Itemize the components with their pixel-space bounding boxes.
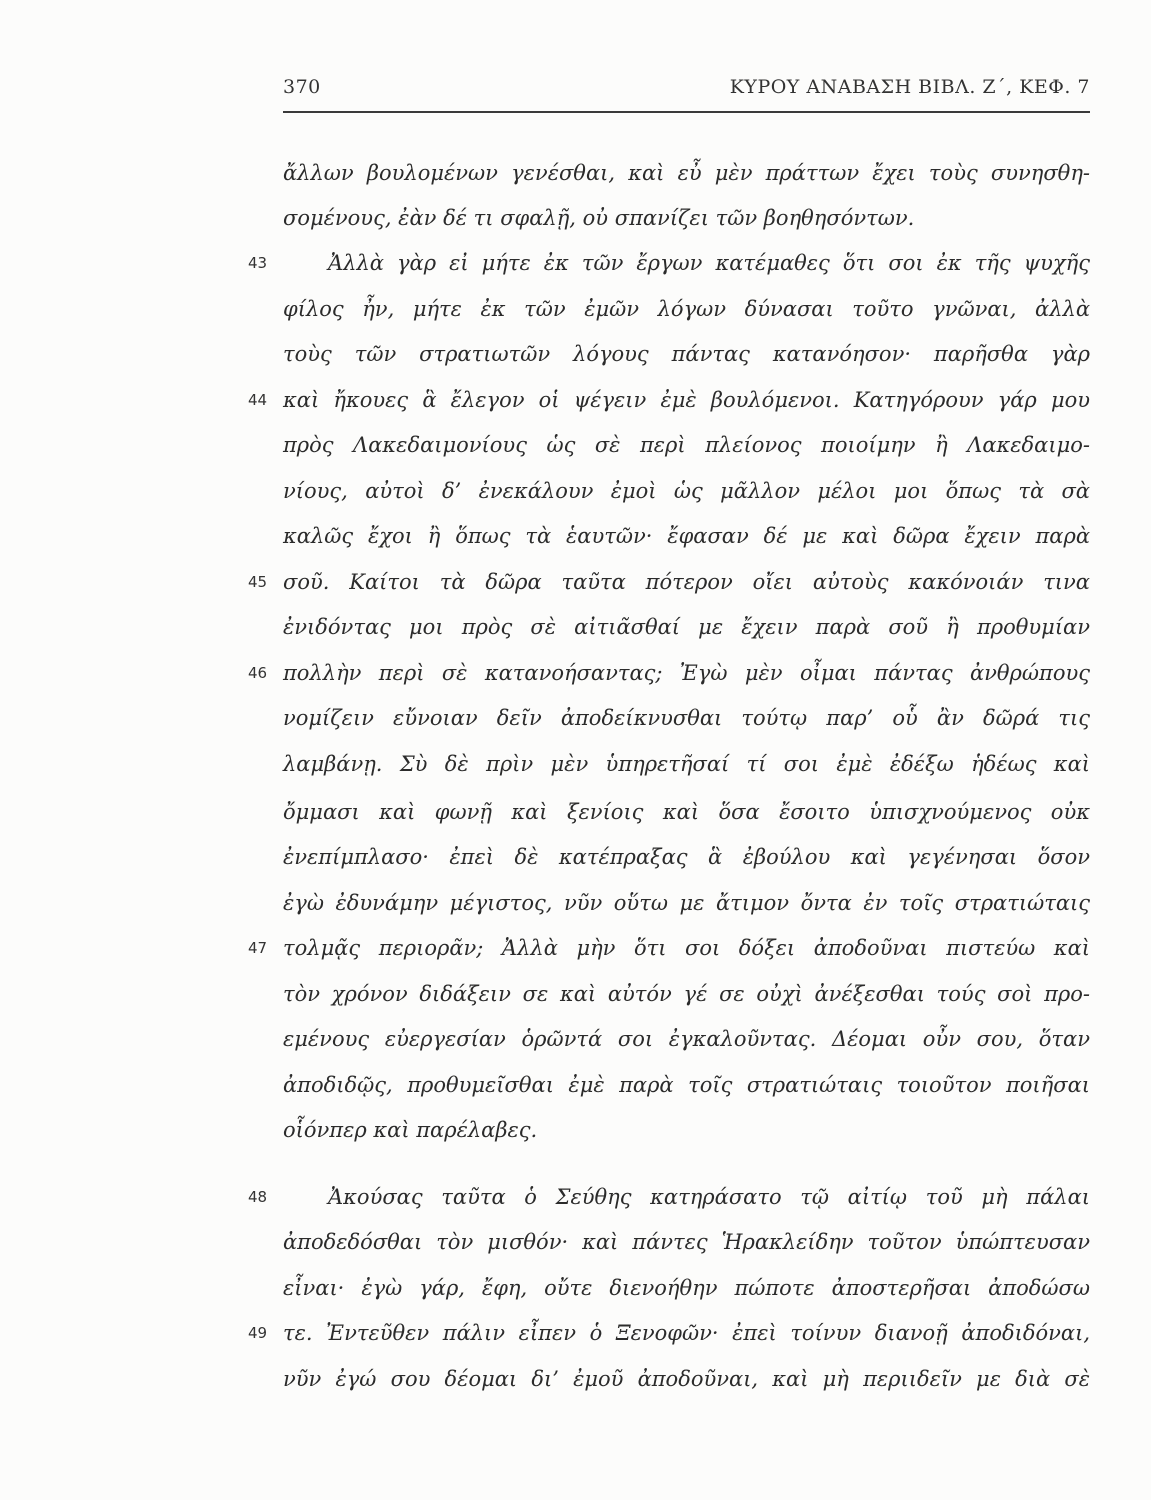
- section-number-47: 47: [248, 939, 268, 957]
- text-line: νῦν ἐγώ σου δέομαι δι’ ἐμοῦ ἀποδοῦναι, καὶ μὴ περιιδεῖν με διὰ σὲ: [283, 1367, 1090, 1391]
- text-line: τε. Ἐντεῦθεν πάλιν εἶπεν ὁ Ξενοφῶν· ἐπεὶ τοίνυν διανοῇ ἀποδιδόναι,: [283, 1321, 1090, 1345]
- text-line: τοὺς τῶν στρατιωτῶν λόγους πάντας κατανόησον· παρῆσθα γὰρ: [283, 342, 1090, 366]
- text-line: ὄμμασι καὶ φωνῇ καὶ ξενίοις καὶ ὅσα ἔσοιτο ὑπισχνούμενος οὐκ: [283, 800, 1090, 824]
- section-number-45: 45: [248, 573, 268, 591]
- text-line: πολλὴν περὶ σὲ κατανοήσαντας; Ἐγὼ μὲν οἶμαι πάντας ἀνθρώπους: [283, 661, 1090, 685]
- text-line: καὶ ἤκουες ἃ ἔλεγον οἱ ψέγειν ἐμὲ βουλόμενοι. Κατηγόρουν γάρ μου: [283, 388, 1090, 412]
- text-line: Ἀλλὰ γὰρ εἰ μήτε ἐκ τῶν ἔργων κατέμαθες ὅτι σοι ἐκ τῆς ψυχῆς: [328, 251, 1090, 275]
- text-line: οἷόνπερ καὶ παρέλαβες.: [283, 1118, 538, 1142]
- section-number-43: 43: [248, 254, 268, 272]
- text-line: φίλος ἦν, μήτε ἐκ τῶν ἐμῶν λόγων δύνασαι τοῦτο γνῶναι, ἀλλὰ: [283, 297, 1090, 321]
- running-title: ΚΥΡΟΥ ΑΝΑΒΑΣΗ ΒΙΒΛ. Ζ΄, ΚΕΦ. 7: [729, 76, 1090, 98]
- text-line: ἄλλων βουλομένων γενέσθαι, καὶ εὖ μὲν πράττων ἔχει τοὺς συνησθη-: [283, 161, 1090, 185]
- text-line: εμένους εὐεργεσίαν ὁρῶντά σοι ἐγκαλοῦντας. Δέομαι οὖν σου, ὅταν: [283, 1027, 1090, 1051]
- text-line: ἐγὼ ἐδυνάμην μέγιστος, νῦν οὕτω με ἄτιμον ὄντα ἐν τοῖς στρατιώταις: [283, 891, 1090, 915]
- text-line: Ἀκούσας ταῦτα ὁ Σεύθης κατηράσατο τῷ αἰτίῳ τοῦ μὴ πάλαι: [328, 1185, 1090, 1209]
- text-line: ἐνιδόντας μοι πρὸς σὲ αἰτιᾶσθαί με ἔχειν παρὰ σοῦ ἢ προθυμίαν: [283, 615, 1090, 639]
- text-line: ἀποδιδῷς, προθυμεῖσθαι ἐμὲ παρὰ τοῖς στρατιώταις τοιοῦτον ποιῆσαι: [283, 1073, 1090, 1097]
- text-line: ἀποδεδόσθαι τὸν μισθόν· καὶ πάντες Ἡρακλείδην τοῦτον ὑπώπτευσαν: [283, 1230, 1090, 1254]
- text-line: καλῶς ἔχοι ἢ ὅπως τὰ ἑαυτῶν· ἔφασαν δέ με καὶ δῶρα ἔχειν παρὰ: [283, 524, 1090, 548]
- text-line: νίους, αὐτοὶ δ’ ἐνεκάλουν ἐμοὶ ὡς μᾶλλον μέλοι μοι ὅπως τὰ σὰ: [283, 479, 1090, 503]
- section-number-44: 44: [248, 391, 268, 409]
- text-line: λαμβάνῃ. Σὺ δὲ πρὶν μὲν ὑπηρετῆσαί τί σοι ἐμὲ ἐδέξω ἡδέως καὶ: [283, 752, 1090, 776]
- text-line: σομένους, ἐὰν δέ τι σφαλῇ, οὐ σπανίζει τῶν βοηθησόντων.: [283, 206, 915, 230]
- page-number: 370: [283, 76, 321, 98]
- text-line: ἐνεπίμπλασο· ἐπεὶ δὲ κατέπραξας ἃ ἐβούλου καὶ γεγένησαι ὅσον: [283, 845, 1090, 869]
- section-number-46: 46: [248, 664, 268, 682]
- section-number-49: 49: [248, 1324, 268, 1342]
- section-number-48: 48: [248, 1188, 268, 1206]
- text-line: νομίζειν εὔνοιαν δεῖν ἀποδείκνυσθαι τούτῳ παρ’ οὗ ἂν δῶρά τις: [283, 706, 1090, 730]
- text-line: σοῦ. Καίτοι τὰ δῶρα ταῦτα πότερον οἴει αὐτοὺς κακόνοιάν τινα: [283, 570, 1090, 594]
- text-line: τολμᾷς περιορᾶν; Ἀλλὰ μὴν ὅτι σοι δόξει ἀποδοῦναι πιστεύω καὶ: [283, 936, 1090, 960]
- text-line: εἶναι· ἐγὼ γάρ, ἔφη, οὔτε διενοήθην πώποτε ἀποστερῆσαι ἀποδώσω: [283, 1276, 1090, 1300]
- text-line: πρὸς Λακεδαιμονίους ὡς σὲ περὶ πλείονος ποιοίμην ἢ Λακεδαιμο-: [283, 433, 1090, 457]
- text-line: τὸν χρόνον διδάξειν σε καὶ αὐτόν γέ σε οὐχὶ ἀνέξεσθαι τούς σοὶ προ-: [283, 982, 1090, 1006]
